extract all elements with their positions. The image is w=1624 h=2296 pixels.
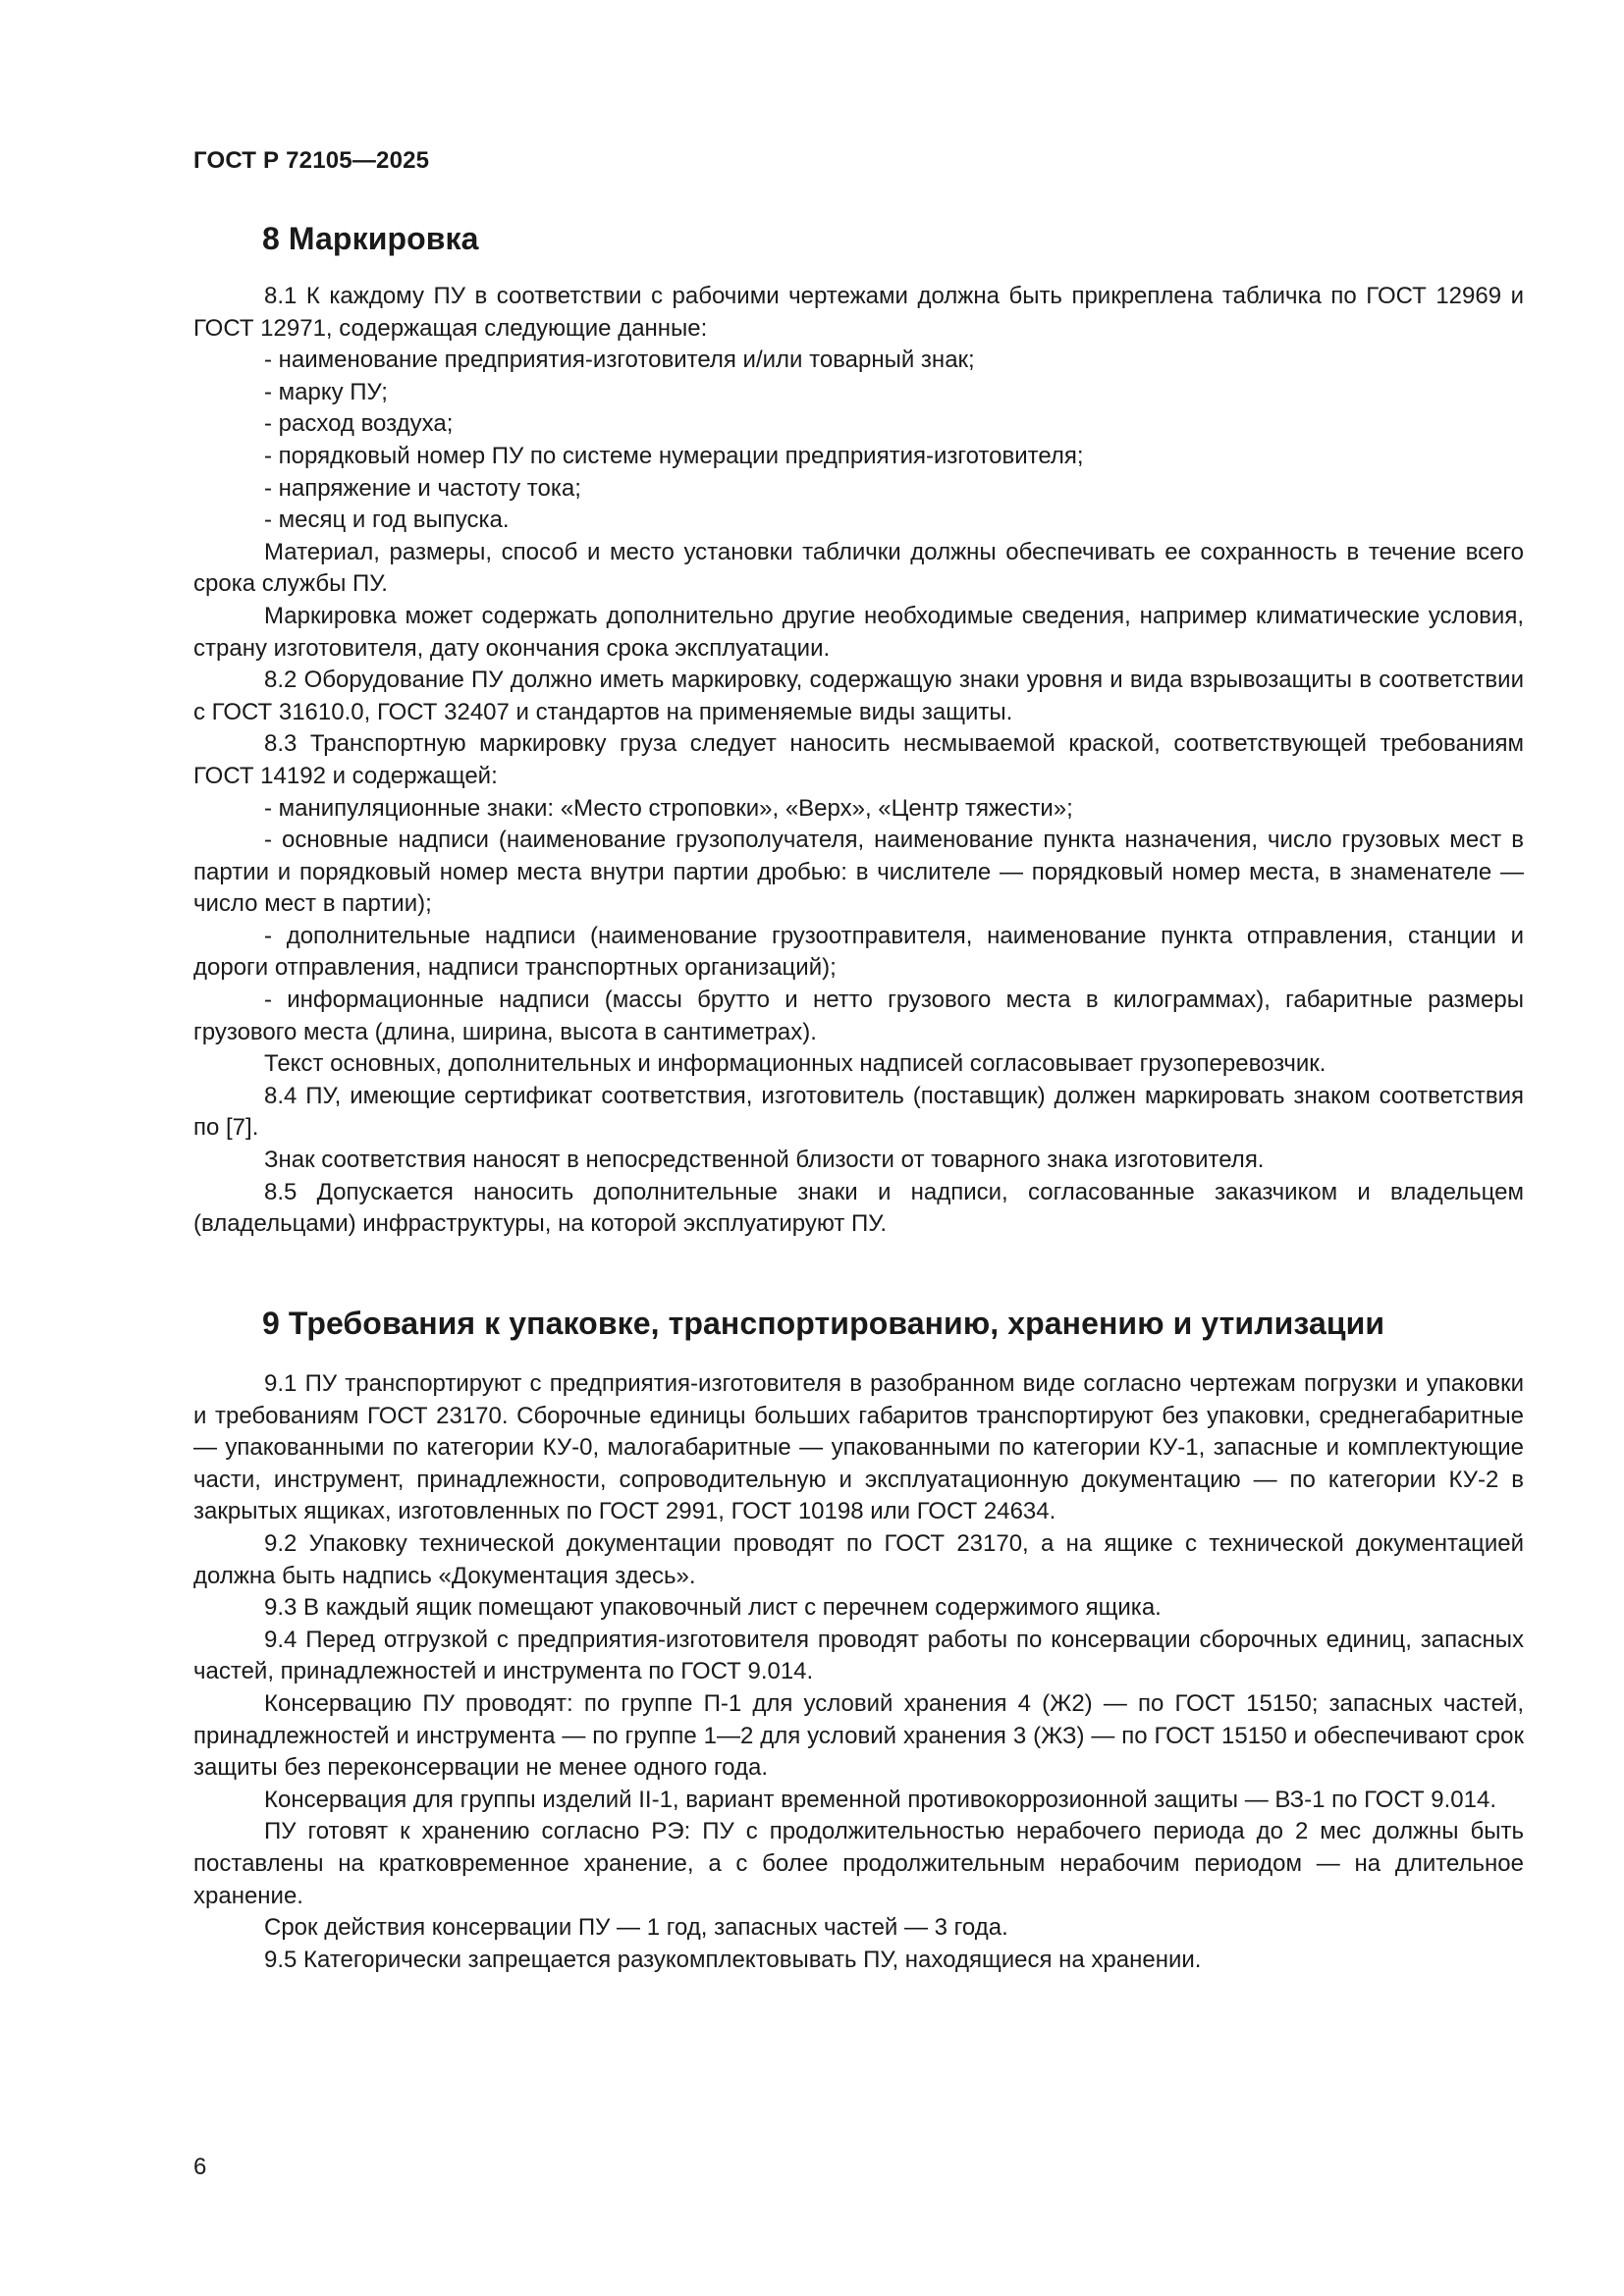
paragraph-conformity-mark: Знак соответствия наносят в непосредственной близости от товарного знака изготовителя. [264, 1147, 1265, 1174]
paragraph-9-5: 9.5 Категорически запрещается разукомплектовывать ПУ, находящиеся на хранении. [264, 1946, 1202, 1973]
paragraph-conservation-variant: Консервация для группы изделий II-1, вариант временной противокоррозионной защиты — ВЗ-1 по ГОСТ 9.014. [264, 1786, 1497, 1813]
section-9-body [193, 1368, 1524, 1976]
paragraph-8-4: 8.4 ПУ, имеющие сертификат соответствия, изготовитель (поставщик) должен маркировать знаком соответствия по [7]. [193, 1082, 1524, 1142]
paragraph-inscriptions: Текст основных, дополнительных и информационных надписей согласовывает грузоперевозчик. [264, 1050, 1326, 1078]
paragraph-9-1: 9.1 ПУ транспортируют с предприятия-изготовителя в разобранном виде согласно чертежам погрузки и упаковки и требованиям ГОСТ 23170. Сборочные единицы больших габаритов транспортируют без упаковки, среднегабаритные — упакованными по категории КУ-0, малогабаритные — упакованными по категории КУ-1, запасные и комплектующие части, инструмент, принадлежности, сопроводительную и эксплуатационную документацию — по категории КУ-2 в закрытых ящиках, изготовленных по ГОСТ 2991, ГОСТ 10198 или ГОСТ 24634. [193, 1370, 1524, 1525]
paragraph-conservation-term: Срок действия консервации ПУ — 1 год, запасных частей — 3 года. [264, 1914, 1008, 1942]
paragraph-9-3: 9.3 В каждый ящик помещают упаковочный лист с перечнем содержимого ящика. [264, 1594, 1162, 1622]
document-page [193, 0, 1524, 2296]
paragraph-8-1: 8.1 К каждому ПУ в соответствии с рабочими чертежами должна быть прикреплена табличка по ГОСТ 12969 и ГОСТ 12971, содержащая следующие данные: [193, 283, 1524, 342]
section-8-heading: 8 Маркировка [262, 221, 479, 256]
paragraph-9-4: 9.4 Перед отгрузкой с предприятия-изготовителя проводят работы по консервации сборочных единиц, запасных частей, принадлежностей и инструмента по ГОСТ 9.014. [193, 1626, 1524, 1685]
list-item: - напряжение и частоту тока; [264, 474, 581, 502]
paragraph-plate-material: Материал, размеры, способ и место установки таблички должны обеспечивать ее сохранность в течение всего срока службы ПУ. [193, 538, 1524, 598]
list-item: - порядковый номер ПУ по системе нумерации предприятия-изготовителя; [264, 442, 1084, 469]
list-item: - наименование предприятия-изготовителя и/или товарный знак; [264, 347, 975, 374]
paragraph-storage-preparation: ПУ готовят к хранению согласно РЭ: ПУ с продолжительностью нерабочего периода до 2 мес должны быть поставлены на кратковременное хранение, а с более продолжительным нерабочим периодом — на длительное хранение. [193, 1818, 1524, 1909]
paragraph-marking-extra: Маркировка может содержать дополнительно другие необходимые сведения, например климатические условия, страну изготовителя, дату окончания срока эксплуатации. [193, 602, 1524, 662]
paragraph-8-5: 8.5 Допускается наносить дополнительные знаки и надписи, согласованные заказчиком и владельцем (владельцами) инфраструктуры, на которой эксплуатируют ПУ. [193, 1178, 1524, 1238]
list-item: - марку ПУ; [264, 378, 388, 405]
section-9-heading: 9 Требования к упаковке, транспортированию, хранению и утилизации [262, 1306, 1385, 1341]
list-item: - основные надписи (наименование грузополучателя, наименование пункта назначения, число грузовых мест в партии и порядковый номер места внутри партии дробью: в числителе — порядковый номер места, в знаменателе — число мест в партии); [193, 827, 1524, 918]
paragraph-9-2: 9.2 Упаковку технической документации проводят по ГОСТ 23170, а на ящике с технической документацией должна быть надпись «Документация здесь». [193, 1529, 1524, 1589]
paragraph-conservation-groups: Консервацию ПУ проводят: по группе П-1 для условий хранения 4 (Ж2) — по ГОСТ 15150; запасных частей, принадлежностей и инструмента — по группе 1—2 для условий хранения 3 (ЖЗ) — по ГОСТ 15150 и обеспечивают срок защиты без переконсервации не менее одного года. [193, 1689, 1524, 1782]
list-item: - дополнительные надписи (наименование грузоотправителя, наименование пункта отправления, станции и дороги отправления, надписи транспортных организаций); [193, 922, 1524, 982]
list-item: - расход воздуха; [264, 410, 454, 438]
document-code: ГОСТ Р 72105—2025 [193, 147, 430, 174]
paragraph-8-2: 8.2 Оборудование ПУ должно иметь маркировку, содержащую знаки уровня и вида взрывозащиты в соответствии с ГОСТ 31610.0, ГОСТ 32407 и стандартов на применяемые виды защиты. [193, 667, 1524, 725]
page-number: 6 [193, 2154, 207, 2180]
section-8-body [193, 281, 1524, 1241]
paragraph-8-3: 8.3 Транспортную маркировку груза следует наносить несмываемой краской, соответствующей требованиям ГОСТ 14192 и содержащей: [193, 730, 1524, 789]
list-item: - манипуляционные знаки: «Место строповки», «Верх», «Центр тяжести»; [264, 794, 1073, 822]
list-item: - информационные надписи (массы брутто и нетто грузового места в килограммах), габаритные размеры грузового места (длина, ширина, высота в сантиметрах). [193, 987, 1524, 1045]
list-item: - месяц и год выпуска. [264, 507, 510, 534]
